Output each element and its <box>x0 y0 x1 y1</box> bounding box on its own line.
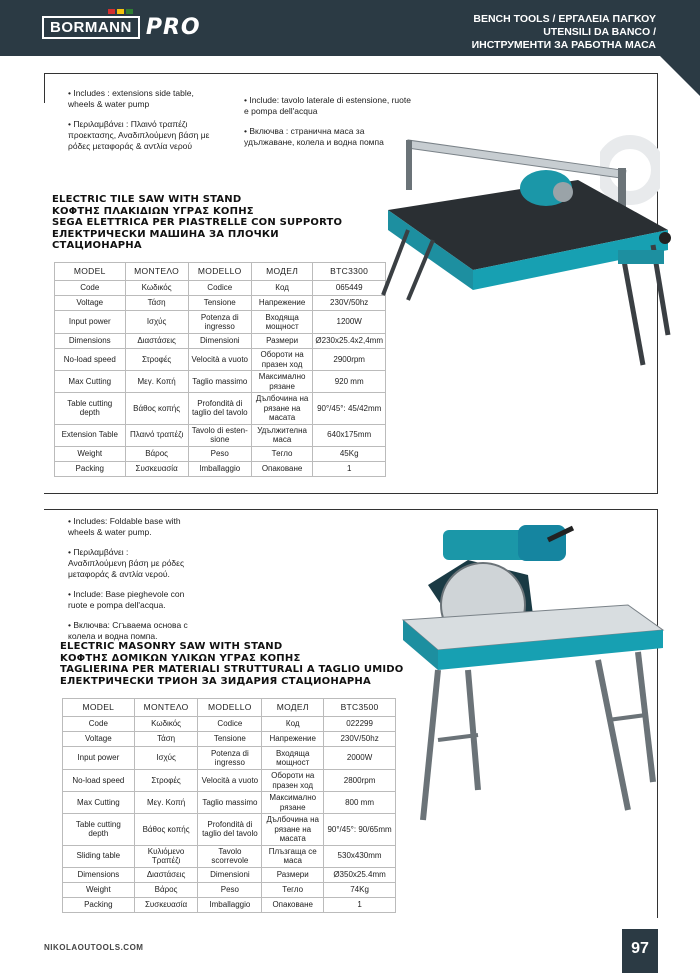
brand-name: BORMANN <box>42 16 140 39</box>
table-cell: Voltage <box>55 296 126 311</box>
table-cell: Profondità di taglio del tavolo <box>188 393 251 425</box>
table-cell: Βάρος <box>125 446 188 461</box>
feature-line: • Включва : странична маса за удължаване, колела и водна помпа <box>244 126 384 147</box>
table-cell: Imballaggio <box>198 897 262 912</box>
product2-title <box>60 641 420 687</box>
column-header: ΜΟΝΤΕΛΟ <box>134 699 198 717</box>
stripe-red <box>108 9 115 14</box>
table-cell: Max Cutting <box>63 792 135 814</box>
column-header: MODELLO <box>198 699 262 717</box>
feature-line: • Includes : extensions side table, wheels & water pump <box>68 88 194 109</box>
table-cell: 065449 <box>313 281 386 296</box>
title-line: ЕЛЕКТРИЧЕСКИ ТРИОН ЗА ЗИДАРИЯ СТАЦИОНАРНА <box>60 675 371 687</box>
table-cell: 74Kg <box>324 882 396 897</box>
table-cell: Максимално рязане <box>251 371 313 393</box>
table-cell: Ισχύς <box>134 747 198 770</box>
table-cell: Στροφές <box>125 349 188 371</box>
table-row <box>63 747 396 770</box>
table-cell: Weight <box>63 882 135 897</box>
column-header: ΜΟΝΤΕΛΟ <box>125 263 188 281</box>
page-header <box>0 0 700 56</box>
title-line: ELECTRIC TILE SAW WITH STAND <box>52 194 242 205</box>
table-cell: Опаковане <box>262 897 324 912</box>
table-cell: Velocità a vuoto <box>188 349 251 371</box>
table-row <box>55 296 386 311</box>
column-header: BTC3300 <box>313 263 386 281</box>
table-cell: Tensione <box>188 296 251 311</box>
table-cell: 2800rpm <box>324 770 396 792</box>
table-header-row <box>55 263 386 281</box>
table-row <box>55 461 386 476</box>
table-cell: Codice <box>188 281 251 296</box>
table-cell: Размери <box>251 334 313 349</box>
product1-frame-edge <box>44 73 45 103</box>
table-cell: Profondità di taglio del tavolo <box>198 814 262 846</box>
table-cell: 022299 <box>324 717 396 732</box>
table-cell: 1 <box>313 461 386 476</box>
table-cell: Tavolo scorrevole <box>198 845 262 867</box>
table-cell: Ø230x25.4x2,4mm <box>313 334 386 349</box>
table-cell: Πλαινό τραπέζι <box>125 424 188 446</box>
column-header: МОДЕЛ <box>262 699 324 717</box>
table-row <box>63 867 396 882</box>
feature-line: • Включва: Сгъваема основа с колела и водна помпа. <box>68 620 188 641</box>
table-cell: Διαστάσεις <box>134 867 198 882</box>
table-cell: Μεγ. Κοπή <box>125 371 188 393</box>
table-row <box>55 349 386 371</box>
table-row <box>55 334 386 349</box>
table-row <box>63 717 396 732</box>
table-cell: Размери <box>262 867 324 882</box>
feature-line: • Include: Base pieghevole con ruote e pompa dell'acqua. <box>68 589 185 610</box>
table-cell: Дълбочина на рязане на масата <box>262 814 324 846</box>
table-cell: Table cutting depth <box>55 393 126 425</box>
table-cell: Input power <box>63 747 135 770</box>
table-cell: Код <box>262 717 324 732</box>
table-cell: Dimensioni <box>198 867 262 882</box>
table-cell: 640x175mm <box>313 424 386 446</box>
table-cell: Συσκευασία <box>125 461 188 476</box>
table-row <box>55 311 386 334</box>
feature-line: • Περιλαμβάνει : Αναδιπλούμενη βάση με ρόδες μεταφοράς & αντλία νερού. <box>68 547 185 579</box>
table-cell: Βάθος κοπής <box>125 393 188 425</box>
table-cell: Codice <box>198 717 262 732</box>
table-cell: 230V/50hz <box>324 732 396 747</box>
brand-suffix: PRO <box>145 14 201 40</box>
column-header: МОДЕЛ <box>251 263 313 281</box>
table-cell: 90°/45°: 90/65mm <box>324 814 396 846</box>
table-cell: 1200W <box>313 311 386 334</box>
table-cell: Κωδικός <box>134 717 198 732</box>
table-cell: Обороти на празен ход <box>262 770 324 792</box>
table-cell: Обороти на празен ход <box>251 349 313 371</box>
table-cell: 45Kg <box>313 446 386 461</box>
title-line: ΚΟΦΤΗΣ ΔΟΜΙΚΩΝ ΥΛΙΚΩΝ ΥΓΡΑΣ ΚΟΠΗΣ <box>60 652 301 664</box>
page-number: 97 <box>622 929 658 973</box>
table-cell: Potenza di ingresso <box>188 311 251 334</box>
product2-spec-table <box>62 698 396 913</box>
table-row <box>63 845 396 867</box>
table-row <box>63 882 396 897</box>
stripe-yellow <box>117 9 124 14</box>
feature-line: • Include: tavolo laterale di estensione, ruote e pompa dell'acqua <box>244 95 411 116</box>
table-row <box>63 732 396 747</box>
feature-line: • Includes: Foldable base with wheels & water pump. <box>68 516 181 537</box>
table-cell: Code <box>55 281 126 296</box>
table-cell: Удължителна маса <box>251 424 313 446</box>
section-title-line: ИНСТРУМЕНТИ ЗА РАБОТНА МАСА <box>471 39 656 51</box>
table-cell: Тегло <box>262 882 324 897</box>
table-cell: Συσκευασία <box>134 897 198 912</box>
column-header: BTC3500 <box>324 699 396 717</box>
table-cell: Входяща мощност <box>251 311 313 334</box>
table-cell: Напрежение <box>251 296 313 311</box>
section-title-line: UTENSILI DA BANCO / <box>543 26 656 38</box>
table-cell: No-load speed <box>55 349 126 371</box>
column-header: MODEL <box>63 699 135 717</box>
table-cell: 530x430mm <box>324 845 396 867</box>
table-row <box>55 371 386 393</box>
table-cell: Τάση <box>134 732 198 747</box>
table-cell: Βάρος <box>134 882 198 897</box>
table-cell: Dimensioni <box>188 334 251 349</box>
table-cell: 800 mm <box>324 792 396 814</box>
title-line: TAGLIERINA PER MATERIALI STRUTTURALI A TAGLIO UMIDO <box>60 664 404 675</box>
table-row <box>55 424 386 446</box>
column-header: MODEL <box>55 263 126 281</box>
title-line: ΚΟΦΤΗΣ ΠΛΑΚΙΔΙΩΝ ΥΓΡΑΣ ΚΟΠΗΣ <box>52 205 254 217</box>
table-cell: 2000W <box>324 747 396 770</box>
table-cell: Potenza di ingresso <box>198 747 262 770</box>
section-title-line: BENCH TOOLS / ΕΡΓΑΛΕΙΑ ΠΑΓΚΟΥ <box>473 13 656 25</box>
table-cell: Тегло <box>251 446 313 461</box>
header-corner <box>660 56 700 96</box>
table-cell: Packing <box>63 897 135 912</box>
table-cell: Extension Table <box>55 424 126 446</box>
table-cell: Imballaggio <box>188 461 251 476</box>
table-cell: Μεγ. Κοπή <box>134 792 198 814</box>
table-row <box>63 814 396 846</box>
tile-saw-image <box>378 120 678 380</box>
table-cell: Κυλιόμενο Τραπέζι <box>134 845 198 867</box>
table-cell: Напрежение <box>262 732 324 747</box>
table-cell: Βάθος κοπής <box>134 814 198 846</box>
table-cell: Peso <box>188 446 251 461</box>
table-cell: Dimensions <box>63 867 135 882</box>
table-cell: Input power <box>55 311 126 334</box>
title-line: SEGA ELETTRICA PER PIASTRELLE CON SUPPORTO <box>52 217 343 228</box>
website-url: NIKOLAOUTOOLS.COM <box>44 943 144 952</box>
table-cell: Dimensions <box>55 334 126 349</box>
table-row <box>55 281 386 296</box>
column-header: MODELLO <box>188 263 251 281</box>
product1-title <box>52 194 352 252</box>
table-cell: Κωδικός <box>125 281 188 296</box>
table-cell: Taglio massimo <box>188 371 251 393</box>
product1-spec-table <box>54 262 386 477</box>
table-cell: Входяща мощност <box>262 747 324 770</box>
table-cell: Опаковане <box>251 461 313 476</box>
brand-logo <box>42 15 201 39</box>
table-cell: Διαστάσεις <box>125 334 188 349</box>
table-cell: Дълбочина на рязане на масата <box>251 393 313 425</box>
table-cell: Weight <box>55 446 126 461</box>
table-cell: Максимално рязане <box>262 792 324 814</box>
table-row <box>63 770 396 792</box>
table-cell: Code <box>63 717 135 732</box>
table-cell: Taglio massimo <box>198 792 262 814</box>
table-cell: 2900rpm <box>313 349 386 371</box>
table-cell: Ισχύς <box>125 311 188 334</box>
table-row <box>63 897 396 912</box>
table-cell: Table cutting depth <box>63 814 135 846</box>
table-cell: Peso <box>198 882 262 897</box>
product1-features-left <box>68 88 218 161</box>
table-cell: Ø350x25.4mm <box>324 867 396 882</box>
table-header-row <box>63 699 396 717</box>
section-title <box>472 13 656 52</box>
table-cell: Packing <box>55 461 126 476</box>
table-row <box>55 446 386 461</box>
masonry-saw-image <box>398 520 670 830</box>
table-cell: Sliding table <box>63 845 135 867</box>
feature-line: • Περιλαμβάνει : Πλαινό τραπέζι προεκτασης, Αναδιπλούμενη βάση με ρόδες μεταφοράς & αντλία νερού <box>68 119 210 151</box>
title-line: ЕЛЕКТРИЧЕСКИ МАШИНА ЗА ПЛОЧКИ <box>52 228 279 240</box>
table-cell: Max Cutting <box>55 371 126 393</box>
product2-features <box>68 516 188 651</box>
table-cell: No-load speed <box>63 770 135 792</box>
title-line: ELECTRIC MASONRY SAW WITH STAND <box>60 641 283 652</box>
table-cell: 230V/50hz <box>313 296 386 311</box>
table-row <box>55 393 386 425</box>
title-line: СТАЦИОНАРНА <box>52 240 142 251</box>
table-cell: Velocità a vuoto <box>198 770 262 792</box>
table-cell: Voltage <box>63 732 135 747</box>
table-cell: Tensione <box>198 732 262 747</box>
table-row <box>63 792 396 814</box>
table-cell: 1 <box>324 897 396 912</box>
table-cell: Код <box>251 281 313 296</box>
stripe-green <box>126 9 133 14</box>
table-cell: 90°/45°: 45/42mm <box>313 393 386 425</box>
table-cell: 920 mm <box>313 371 386 393</box>
table-cell: Tavolo di esten-sione <box>188 424 251 446</box>
brand-stripes <box>108 9 133 14</box>
table-cell: Τάση <box>125 296 188 311</box>
table-cell: Στροφές <box>134 770 198 792</box>
table-cell: Плъзгаща се маса <box>262 845 324 867</box>
